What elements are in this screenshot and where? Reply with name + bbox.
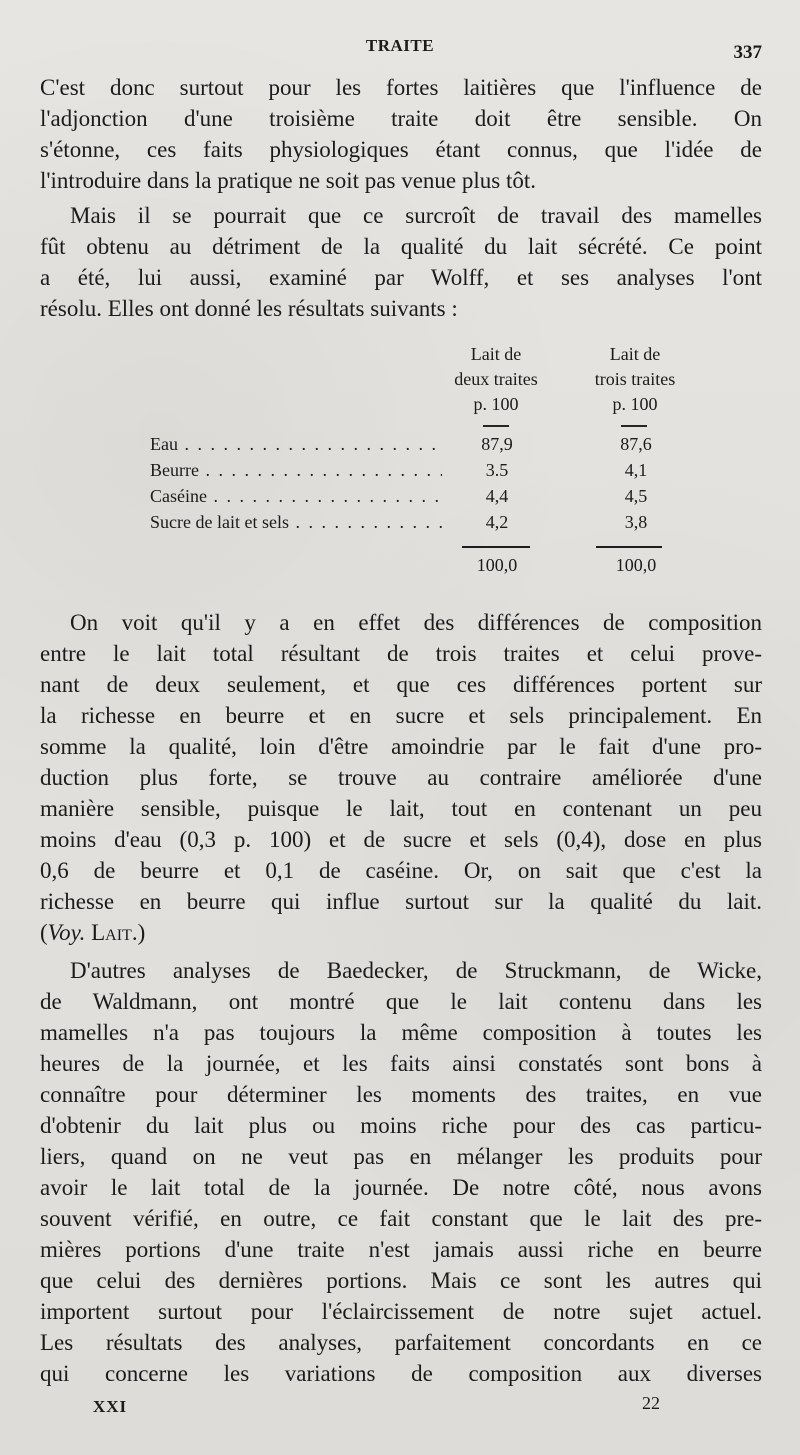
column-header-line: p. 100 (612, 394, 658, 414)
column-header-line: trois traites (594, 369, 676, 389)
paragraph-line: nant de deux seulement, et que ces différences portent sur (40, 672, 762, 697)
paragraph-line: fût obtenu au détriment de la qualité du lait sécrété. Ce point (40, 234, 762, 259)
paragraph-wolff-analysis (40, 200, 762, 324)
paragraph-line: avoir le lait total de la journée. De notre côté, nous avons (40, 1175, 762, 1200)
paragraph-other-analyses (40, 955, 762, 1389)
value-three-milkings: 4,1 (624, 460, 648, 480)
value-three-milkings: 3,8 (624, 512, 648, 532)
paragraph-line: connaître pour déterminer les moments des traites, en vue (40, 1082, 762, 1107)
cross-reference (40, 917, 762, 948)
reference-open: ( (40, 920, 48, 945)
paragraph-third-milking-influence (40, 72, 762, 196)
paragraph-line: 0,6 de beurre et 0,1 de caséine. Or, on sait que c'est la (40, 858, 762, 883)
paragraph-line: liers, quand on ne veut pas en mélanger les produits pour (40, 1144, 762, 1169)
paragraph-line: de Waldmann, ont montré que le lait contenu dans les (40, 989, 762, 1014)
paragraph-line: mières portions d'une traite n'est jamais aussi riche en beurre (40, 1237, 762, 1262)
page-number: 337 (733, 42, 762, 63)
paragraph-line: résolu. Elles ont donné les résultats suivants : (40, 296, 458, 321)
value-three-milkings: 87,6 (620, 434, 652, 454)
column-header-line: p. 100 (473, 394, 519, 414)
table-row-beurre (150, 457, 710, 483)
value-two-milkings: 87,9 (481, 434, 513, 454)
table-row-caseine (150, 483, 710, 509)
row-label: Sucre de lait et sels . . . (150, 509, 442, 535)
total-rule (462, 546, 530, 548)
paragraph-line: s'étonne, ces faits physiologiques étant connus, que l'idée de (40, 137, 762, 162)
value-two-milkings: 4,2 (485, 512, 509, 532)
paragraph-line: manière sensible, puisque le lait, tout en contenant un peu (40, 796, 762, 821)
value-two-milkings: 4,4 (485, 486, 509, 506)
paragraph-line: D'autres analyses de Baedecker, de Struckmann, de Wicke, (70, 958, 762, 983)
column-header-line: Lait de (470, 344, 522, 364)
paragraph-line: importent surtout pour l'éclaircissement de notre sujet actuel. (40, 1299, 762, 1324)
column-header-dash (483, 425, 509, 427)
paragraph-line: l'adjonction d'une troisième traite doit être sensible. On (40, 106, 762, 131)
paragraph-line: mamelles n'a pas toujours la même composition à toutes les (40, 1020, 762, 1045)
paragraph-line: l'introduire dans la pratique ne soit pas venue plus tôt. (40, 168, 536, 193)
paragraph-line: d'obtenir du lait plus ou moins riche pour des cas particu- (40, 1113, 762, 1138)
paragraph-line: somme la qualité, loin d'être amoindrie par le fait d'une pro- (40, 734, 762, 759)
column-header-two-milkings (436, 342, 556, 417)
paragraph-line: Mais il se pourrait que ce surcroît de travail des mamelles (70, 203, 762, 228)
paragraph-line: souvent vérifié, en outre, ce fait constant que le lait des pre- (40, 1206, 762, 1231)
column-header-three-milkings (570, 342, 700, 417)
milk-composition-table (150, 342, 710, 578)
paragraph-line: la richesse en beurre et en sucre et sels principalement. En (40, 703, 762, 728)
paragraph-line: C'est donc surtout pour les fortes laitières que l'influence de (40, 75, 762, 100)
column-header-line: deux traites (454, 369, 538, 389)
paragraph-line: que celui des dernières portions. Mais ce sont les autres qui (40, 1268, 762, 1293)
printer-signature: XXI (93, 1397, 128, 1416)
running-head-title: TRAITE (365, 36, 435, 55)
paragraph-composition-differences (40, 607, 762, 948)
row-label: Eau . . . (150, 431, 442, 457)
reference-word: Lait (91, 920, 132, 945)
paragraph-line: moins d'eau (0,3 p. 100) et de sucre et sels (0,4), dose en plus (40, 827, 762, 852)
table-row-eau (150, 431, 710, 457)
total-rule (596, 546, 662, 548)
paragraph-line: On voit qu'il y a en effet des différences de composition (70, 610, 762, 635)
total-three-milkings: 100,0 (615, 555, 657, 575)
total-two-milkings: 100,0 (476, 555, 518, 575)
reference-close: .) (131, 920, 146, 945)
sheet-number: 22 (642, 1393, 660, 1413)
paragraph-line: duction plus forte, se trouve au contraire améliorée d'une (40, 765, 762, 790)
row-label: Beurre . . . (150, 457, 442, 483)
paragraph-line: qui concerne les variations de composition aux diverses (40, 1361, 762, 1386)
table-row-sucre-sels (150, 509, 710, 535)
paragraph-line: heures de la journée, et les faits ainsi constatés sont bons à (40, 1051, 762, 1076)
value-two-milkings: 3.5 (485, 460, 509, 480)
row-label: Caséine . . . (150, 483, 442, 509)
column-header-dash (621, 425, 647, 427)
value-three-milkings: 4,5 (624, 486, 648, 506)
reference-voy: Voy. (47, 920, 86, 945)
paragraph-line: a été, lui aussi, examiné par Wolff, et ses analyses l'ont (40, 265, 762, 290)
column-header-line: Lait de (609, 344, 661, 364)
paragraph-line: entre le lait total résultant de trois traites et celui prove- (40, 641, 762, 666)
paragraph-line: Les résultats des analyses, parfaitement concordants en ce (40, 1330, 762, 1355)
paragraph-line: richesse en beurre qui influe surtout sur la qualité du lait. (40, 889, 762, 914)
